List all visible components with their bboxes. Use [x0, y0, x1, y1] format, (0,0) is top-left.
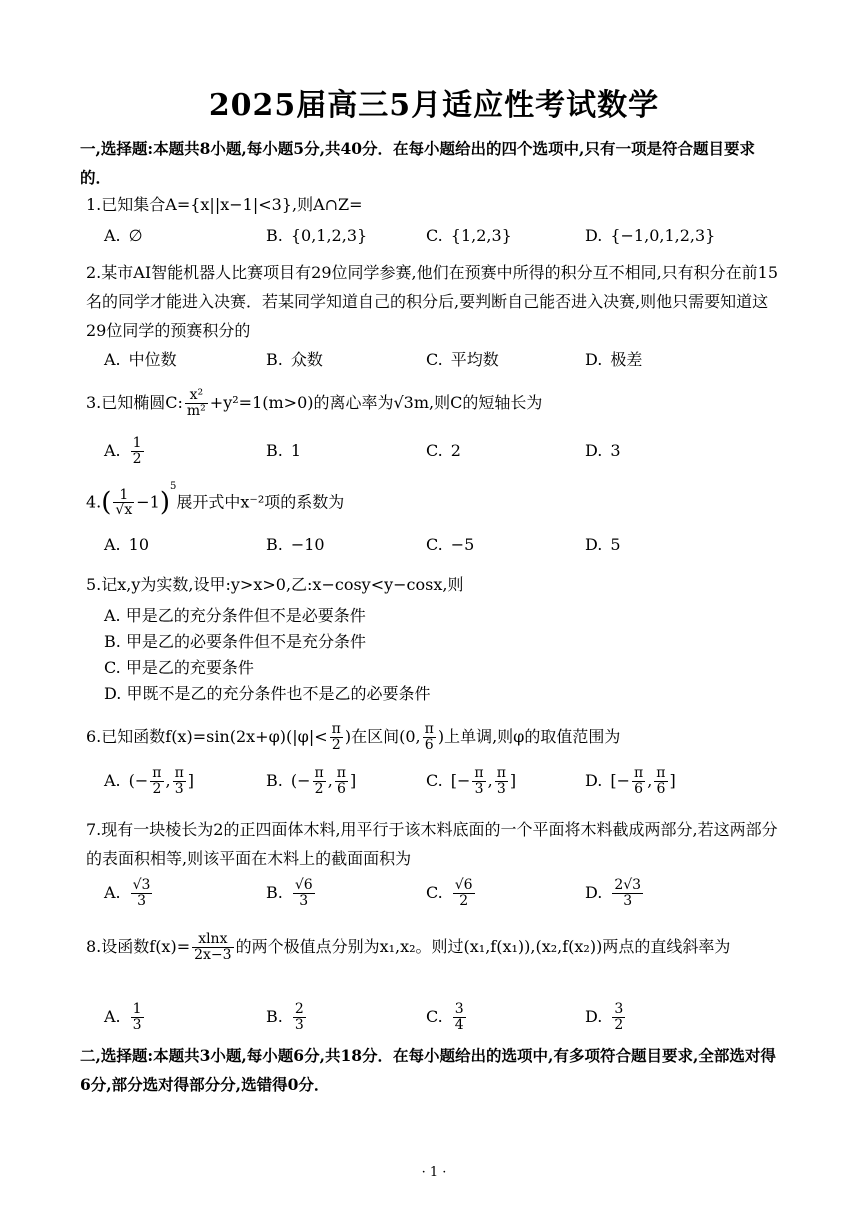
option-c[interactable] [426, 1002, 468, 1033]
denominator: 2 [132, 451, 142, 467]
option-label: C. [426, 441, 443, 460]
option-label: C. [426, 883, 443, 902]
denominator: 3 [294, 1017, 304, 1033]
numerator: xlnx [192, 932, 233, 948]
question-7 [86, 815, 786, 873]
option-d[interactable] [585, 345, 642, 375]
fraction [495, 766, 508, 796]
option-a[interactable] [104, 345, 177, 375]
option-text: 中位数 [128, 350, 177, 369]
denominator: 2 [331, 737, 341, 753]
option-a[interactable] [104, 221, 143, 251]
option-b[interactable] [266, 436, 301, 466]
option-a[interactable] [104, 766, 194, 797]
option-text: 甲是乙的必要条件但不是充分条件 [125, 632, 366, 651]
denominator: 2 [314, 781, 324, 797]
question-text-pre: 设函数f(x)= [101, 937, 191, 956]
option-label: D. [585, 535, 603, 554]
option-c[interactable] [426, 436, 461, 466]
question-2-options [104, 345, 784, 375]
option-d[interactable] [585, 878, 645, 909]
numerator: 1 [132, 435, 142, 452]
denominator: 2 [614, 1017, 624, 1033]
numerator: 3 [454, 1001, 464, 1018]
exam-title: 2025届高三5月适应性考试数学 [208, 88, 660, 123]
question-6-options [104, 766, 784, 796]
option-a[interactable] [104, 603, 784, 629]
question-8 [86, 932, 786, 963]
option-label: D. [585, 1007, 603, 1026]
question-text-pre: 已知椭圆C: [101, 393, 183, 412]
numerator: π [634, 765, 644, 782]
comma: , [165, 771, 171, 790]
numerator: π [474, 765, 484, 782]
option-label: D. [585, 441, 603, 460]
option-text: 众数 [290, 350, 323, 369]
question-3-options [104, 436, 784, 466]
numerator: π [331, 721, 341, 738]
question-text: 记x,y为实数,设甲:y>x>0,乙:x−cosy<y−cosx,则 [101, 575, 464, 594]
option-text: 1 [290, 441, 302, 460]
question-text-post: +y²=1(m>0)的离心率为√3m,则C的短轴长为 [209, 393, 543, 412]
option-b[interactable] [266, 766, 356, 797]
page-number: · 1 · [421, 1165, 447, 1180]
numerator: √3 [132, 877, 151, 894]
option-label: A. [104, 350, 121, 369]
question-number: 3. [86, 393, 102, 412]
denominator: 6 [424, 737, 434, 753]
option-d[interactable] [585, 221, 715, 251]
question-number: 5. [86, 575, 102, 594]
numerator: π [152, 765, 162, 782]
option-b[interactable] [266, 345, 323, 375]
option-b[interactable] [266, 221, 367, 251]
question-1 [86, 190, 786, 219]
option-c[interactable] [426, 766, 516, 797]
option-label: B. [266, 771, 283, 790]
question-text: 现有一块棱长为2的正四面体木料,用平行于该木料底面的一个平面将木料截成两部分,若这两部分的表面积相等,则该平面在木料上的截面面积为 [86, 820, 778, 868]
question-text-post: 的两个极值点分别为x₁,x₂。则过(x₁,f(x₁)),(x₂,f(x₂))两点的直线斜率为 [235, 937, 731, 956]
option-label: D. [585, 883, 603, 902]
interval-open: [− [610, 771, 630, 790]
fraction [113, 488, 134, 518]
option-text: ∅ [128, 226, 143, 245]
option-text: 甲既不是乙的充分条件也不是乙的必要条件 [126, 684, 431, 703]
numerator: √6 [294, 877, 313, 894]
exponent: 5 [170, 481, 177, 492]
numerator: π [424, 721, 434, 738]
option-text: 2 [450, 441, 461, 460]
option-d[interactable] [585, 436, 621, 466]
option-label: D. [104, 684, 122, 703]
option-a[interactable] [104, 878, 154, 909]
denominator: m² [186, 403, 206, 419]
comma: , [327, 771, 333, 790]
option-c[interactable] [426, 345, 499, 375]
denominator: 3 [496, 781, 506, 797]
option-a[interactable] [104, 1002, 146, 1033]
question-text-post: 展开式中x⁻²项的系数为 [176, 492, 345, 512]
comma: , [647, 771, 653, 790]
option-text: 甲是乙的充要条件 [125, 658, 254, 677]
option-label: A. [104, 771, 121, 790]
fraction [185, 388, 208, 418]
option-d[interactable] [104, 681, 784, 707]
option-label: A. [104, 535, 121, 554]
question-number: 6. [86, 727, 102, 746]
numerator: π [496, 765, 506, 782]
numerator: 3 [614, 1001, 624, 1018]
interval-close: ] [669, 771, 676, 790]
numerator: x² [185, 388, 208, 404]
fraction [453, 878, 475, 908]
question-5-options [104, 603, 784, 707]
question-number: 4. [86, 492, 102, 512]
interval-open: [− [450, 771, 471, 790]
comma: , [487, 771, 493, 790]
option-label: B. [266, 350, 283, 369]
fraction [173, 766, 186, 796]
fraction [423, 722, 436, 752]
interval-close: ] [509, 771, 517, 790]
question-text-mid: −1 [136, 492, 160, 512]
numerator: π [656, 765, 666, 782]
fraction [335, 766, 348, 796]
fraction [150, 766, 163, 796]
question-text: 某市AI智能机器人比赛项目有29位同学参赛,他们在预赛中所得的积分互不相同,只有积分在前15名的同学才能进入决赛．若某同学知道自己的积分后,要判断自己能否进入决赛,则他只需要知道这29位同学的预赛积分的 [86, 263, 779, 340]
fraction [313, 766, 326, 796]
fraction [131, 1002, 144, 1032]
question-number: 2. [86, 263, 102, 282]
option-label: D. [585, 350, 603, 369]
option-c[interactable] [104, 655, 784, 681]
question-text: 已知集合A={x||x−1|<3},则A∩Z= [101, 195, 363, 214]
denominator: 3 [299, 893, 309, 909]
option-label: A. [104, 883, 121, 902]
interval-open: (− [290, 771, 311, 790]
question-number: 1. [86, 195, 102, 214]
option-c[interactable] [426, 878, 477, 909]
fraction [293, 878, 315, 908]
option-c[interactable] [426, 530, 474, 560]
option-label: A. [104, 226, 121, 245]
denominator: 2x−3 [194, 947, 232, 963]
fraction [192, 932, 233, 962]
option-d[interactable] [585, 1002, 627, 1033]
question-8-options [104, 1002, 784, 1032]
option-label: B. [104, 632, 121, 651]
denominator: 6 [336, 781, 346, 797]
option-text: 5 [610, 535, 621, 554]
interval-close: ] [187, 771, 195, 790]
option-label: A. [104, 441, 121, 460]
denominator: 3 [132, 1017, 142, 1033]
option-b[interactable] [266, 1002, 308, 1033]
question-number: 7. [86, 820, 102, 839]
option-a[interactable] [104, 436, 146, 467]
numerator: √6 [454, 877, 473, 894]
option-label: B. [266, 441, 283, 460]
option-text: 3 [610, 441, 621, 460]
option-d[interactable] [585, 766, 676, 797]
section-2-instructions: 二,选择题:本题共3小题,每小题6分,共18分．在每小题给出的选项中,有多项符合题目要求,全部选对得6分,部分选对得部分分,选错得0分． [80, 1046, 776, 1094]
numerator: 2 [294, 1001, 304, 1018]
denominator: 6 [656, 781, 666, 797]
option-b[interactable] [104, 629, 784, 655]
denominator: 4 [454, 1017, 464, 1033]
numerator: 2√3 [614, 877, 642, 894]
option-label: C. [104, 658, 121, 677]
fraction [632, 766, 645, 796]
option-label: C. [426, 771, 443, 790]
question-number: 8. [86, 937, 102, 956]
fraction [293, 1002, 306, 1032]
question-2 [86, 258, 786, 345]
option-text: 平均数 [450, 350, 499, 369]
option-label: B. [266, 883, 283, 902]
denominator: 2 [152, 781, 162, 797]
option-label: C. [426, 1007, 443, 1026]
numerator: π [314, 765, 324, 782]
option-b[interactable] [266, 878, 317, 909]
denominator: 3 [174, 781, 184, 797]
fraction [131, 436, 144, 466]
interval-close: ] [350, 771, 357, 790]
option-b[interactable] [266, 530, 325, 560]
option-text: 10 [128, 535, 149, 554]
option-label: B. [266, 1007, 283, 1026]
question-text-pre: 已知函数f(x)=sin(2x+φ)(|φ|< [101, 727, 328, 746]
option-a[interactable] [104, 530, 149, 560]
denominator: 3 [474, 781, 484, 797]
denominator: 3 [623, 893, 633, 909]
question-1-options [104, 221, 784, 251]
denominator: 2 [459, 893, 469, 909]
denominator: 6 [634, 781, 644, 797]
fraction [131, 878, 153, 908]
option-d[interactable] [585, 530, 621, 560]
question-7-options [104, 878, 784, 908]
interval-open: (− [128, 771, 149, 790]
fraction [654, 766, 667, 796]
option-label: D. [585, 771, 603, 790]
option-label: C. [426, 226, 443, 245]
numerator: π [336, 765, 346, 782]
question-3 [86, 388, 786, 419]
fraction [330, 722, 343, 752]
fraction [453, 1002, 466, 1032]
option-label: A. [104, 606, 121, 625]
question-5 [86, 570, 786, 599]
question-4-options [104, 530, 784, 560]
option-text: 极差 [610, 350, 643, 369]
question-text-post: )上单调,则φ的取值范围为 [437, 727, 621, 746]
option-label: C. [426, 535, 443, 554]
left-paren: ( [101, 487, 112, 518]
fraction [472, 766, 485, 796]
option-c[interactable] [426, 221, 512, 251]
option-label: B. [266, 226, 283, 245]
option-label: B. [266, 535, 283, 554]
section-1-instructions: 一,选择题:本题共8小题,每小题5分,共40分．在每小题给出的四个选项中,只有一项是符合题目要求的． [80, 139, 755, 187]
denominator: √x [115, 502, 133, 519]
numerator: π [174, 765, 184, 782]
option-label: D. [585, 226, 603, 245]
option-text: {1,2,3} [450, 226, 512, 245]
option-label: C. [426, 350, 443, 369]
option-label: A. [104, 1007, 121, 1026]
fraction [612, 1002, 625, 1032]
option-text: −10 [290, 535, 325, 554]
option-text: 甲是乙的充分条件但不是必要条件 [125, 606, 366, 625]
question-4 [86, 481, 786, 519]
question-text-mid: )在区间(0, [344, 727, 421, 746]
numerator: 1 [113, 488, 134, 504]
option-text: −5 [450, 535, 475, 554]
right-paren: ) [159, 487, 170, 518]
denominator: 3 [137, 893, 147, 909]
option-text: {−1,0,1,2,3} [610, 226, 716, 245]
fraction [612, 878, 643, 908]
question-6 [86, 722, 786, 753]
numerator: 1 [132, 1001, 142, 1018]
option-text: {0,1,2,3} [290, 226, 368, 245]
